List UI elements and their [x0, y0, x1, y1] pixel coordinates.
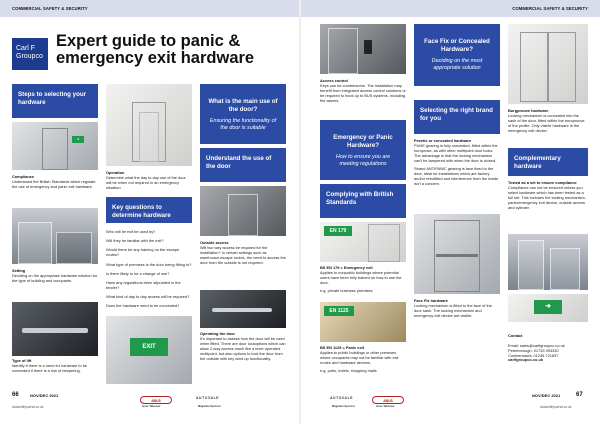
push-bar-photo	[12, 302, 98, 356]
steps-box: Steps to selecting your hardware	[12, 84, 98, 118]
main-use-subtitle: Ensuring the functionality of the door is suitable	[209, 118, 277, 131]
burglproof-text	[508, 108, 588, 133]
access-control-heading: Access control	[320, 78, 348, 83]
logo-line-1: Carl F	[16, 45, 36, 52]
hotel-building-photo	[12, 208, 98, 264]
abus-sponsor-left: Issue Takeover	[142, 405, 161, 408]
burglproof-body: Locking mechanism is concealed into the sash of the door, fitted within the europroove of the profile. Only visible hardware is the emergency exit device.	[508, 113, 585, 133]
face-fix-or-concealed-box	[414, 24, 500, 86]
understand-box: Understand the use of the door	[200, 148, 286, 182]
outside-access-body: Will two way access be required for the installation? In certain settings such as warehouse escape routes, the need to access the door from the outside is not required.	[200, 245, 286, 265]
type-of-lift-body: Identify if there is a need for hardware to be concealed if there is a risk of tampering.	[12, 363, 88, 373]
en1125-body: Applies to public buildings or other premises where occupants may not be familiar with exit routes and hardware devices.	[320, 350, 399, 365]
operation-body: Determine what the day to day use of the door will be when not required in an emergency situation.	[106, 175, 186, 190]
double-doors-photo	[508, 24, 588, 104]
type-of-lift-text	[12, 358, 98, 373]
compliance-body: Understand the British Standards which regulate the use of emergency and panic exit hardware.	[12, 179, 96, 189]
en179-heading: BS EN 179 = Emergency exit	[320, 265, 373, 270]
setting-heading: Setting	[12, 268, 26, 273]
face-fix-text	[414, 298, 500, 318]
en1125-example: e.g. pubs, hotels, shopping malls	[320, 368, 377, 373]
emergency-or-panic-title: Emergency or Panic Hardware?	[333, 134, 393, 149]
complying-box: Complying with British Standards	[320, 184, 406, 218]
apartment-building-photo	[508, 234, 588, 290]
outside-access-text	[200, 240, 286, 265]
en179-text	[320, 265, 406, 293]
en179-badge: EN 179	[324, 226, 352, 236]
en179-example: e.g. private business premises	[320, 288, 373, 293]
question-item: Does the hardware need to be concealed?	[106, 303, 180, 309]
compliance-text	[12, 174, 98, 189]
question-item: Who will be exit be used by?	[106, 229, 156, 234]
complementary-box: Complementary hardware	[508, 148, 588, 176]
setting-body: Deciding on the appropriate hardware solution for the type of building and occupants.	[12, 273, 98, 283]
exit-door-photo	[12, 122, 98, 170]
operating-heading: Operating the door	[200, 331, 236, 336]
emergency-or-panic-box	[320, 120, 406, 180]
abus-sponsor-right: Issue Takeover	[376, 405, 395, 408]
burglproof-heading: Burgproove hardware	[508, 108, 549, 113]
page-spine	[299, 0, 301, 424]
left-running-header: COMMERCIAL SAFETY & SECURITY	[0, 0, 300, 17]
access-control-text	[320, 78, 406, 103]
question-item: Is there likely to be a change of use?	[106, 270, 170, 276]
right-page-number: 67	[576, 392, 583, 398]
face-fix-door-photo	[414, 214, 500, 294]
face-fix-body: Locking mechanism is fitted to the face of the door sash. The locking mechanism and emergency exit device are visible.	[414, 303, 492, 318]
logo-line-2: Groupco	[16, 53, 43, 60]
outside-access-heading: Outside access	[200, 240, 229, 245]
operation-heading: Operation	[106, 170, 125, 175]
article-title: Expert guide to panic & emergency exit hardware	[56, 32, 255, 67]
question-item: What kind of day to day access will be required?	[106, 294, 190, 300]
en1125-badge: EN 1125	[324, 306, 354, 316]
right-url: locksmithjournal.co.uk	[540, 405, 572, 409]
question-item: What type of premises is the door being fitting to?	[106, 261, 192, 267]
abus-logo-right: ABUS	[372, 396, 404, 404]
exit-sign: EXIT	[130, 338, 168, 356]
key-questions-box: Key questions to determine hardware	[106, 197, 192, 223]
en1125-text	[320, 345, 406, 373]
tested-body: Compliance can not be ensured unless you select hardware which has been tested as a full set. This includes the locking mechanism, panic/emergency exit device, outside access and cylinder.	[508, 185, 586, 210]
emergency-or-panic-subtitle: How to ensure you are meeting regulations	[335, 154, 391, 167]
autovale-sponsor-right: Magazine Sponsor	[332, 405, 355, 408]
carl-f-groupco-logo	[12, 38, 48, 70]
tested-text	[508, 180, 588, 210]
access-control-photo	[320, 24, 406, 74]
left-page-number: 66	[12, 392, 19, 398]
exit-arrow-icon: ➜	[534, 300, 562, 314]
main-use-title: What is the main use of the door?	[208, 98, 278, 113]
autovale-logo-right: AUTOVALE	[330, 396, 354, 400]
type-of-lift-heading: Type of lift	[12, 358, 32, 363]
compliance-heading: Compliance	[12, 174, 35, 179]
left-url: locksmithjournal.co.uk	[12, 405, 44, 409]
abus-logo-left: ABUS	[140, 396, 172, 404]
en179-body: Applies to nonpublic buildings where potential users have been fully trained on how to use the door.	[320, 270, 402, 285]
main-use-box	[200, 84, 286, 144]
face-fix-or-concealed-title: Face Fix or Concealed Hardware?	[424, 38, 490, 53]
autovale-sponsor-left: Magazine Sponsor	[198, 405, 221, 408]
strand-body: Strand ANTIPANIC gearing is face fixed to the door, ideal for installations which are factory and/or retrofitted and interference from the inside isn't a concern.	[414, 166, 499, 186]
exit-sign-icon: ➜	[72, 136, 84, 143]
contact-website: carlfgroupco.co.uk	[508, 357, 544, 362]
en179-photo	[320, 222, 406, 262]
warehouse-photo	[200, 186, 286, 236]
contact-heading: Contact	[508, 333, 523, 338]
operating-text	[200, 331, 286, 361]
question-item: Will they be familiar with the exit?	[106, 238, 164, 244]
setting-text	[12, 268, 98, 283]
left-date: NOV/DEC 2021	[30, 393, 59, 398]
pecetic-text	[414, 138, 500, 186]
operating-body: It's important to assess how the door will be used when fitted. There are door lockoptions which can allow 2-way access much like a lever operated multipoint, but also options to lock the door from the outside with key wind up functionality.	[200, 336, 286, 361]
selecting-brand-box: Selecting the right brand for you	[414, 100, 500, 134]
questions-list	[106, 230, 192, 313]
contact-text	[508, 328, 588, 358]
contact-body: Email: sales@carlfgroupco.co.uk Peterborough: 01733 393330 Cumbernauld: 01236 721657	[508, 343, 565, 358]
face-fix-heading: Face Fix hardware	[414, 298, 448, 303]
pecetic-body: PUHE gearing is fully concealed, fitted within the europrose, as with other multipoint door locks. The advantage is that the locking mechanism can't be tampered with when the door is closed.	[414, 143, 498, 163]
face-fix-or-concealed-subtitle: Deciding on the most appropriate solution	[431, 58, 483, 71]
exit-sign-photo	[106, 316, 192, 384]
operation-text	[106, 170, 192, 190]
en1125-heading: BS EN 1125 = Panic exit	[320, 345, 365, 350]
operating-door-photo	[200, 290, 286, 328]
right-running-header: COMMERCIAL SAFETY & SECURITY	[300, 0, 600, 17]
autovale-logo-left: AUTOVALE	[196, 396, 220, 400]
en1125-photo	[320, 302, 406, 342]
question-item: Have any regulations been stipulated in the tender?	[106, 279, 181, 290]
pecetic-heading: Pecetic or concealed hardware	[414, 138, 472, 143]
exit-arrow-photo	[508, 294, 588, 322]
tested-heading: Tested as a set to ensure compliance	[508, 180, 577, 185]
right-date: NOV/DEC 2021	[532, 393, 561, 398]
question-item: Would there be any training on the escape routes?	[106, 247, 180, 258]
access-control-body: Keys can be cumbersome. The installation may benefit from integrated access control solutions or be required to hook up to BUS systems, including fire alarms.	[320, 83, 406, 103]
corridor-photo	[106, 84, 192, 166]
